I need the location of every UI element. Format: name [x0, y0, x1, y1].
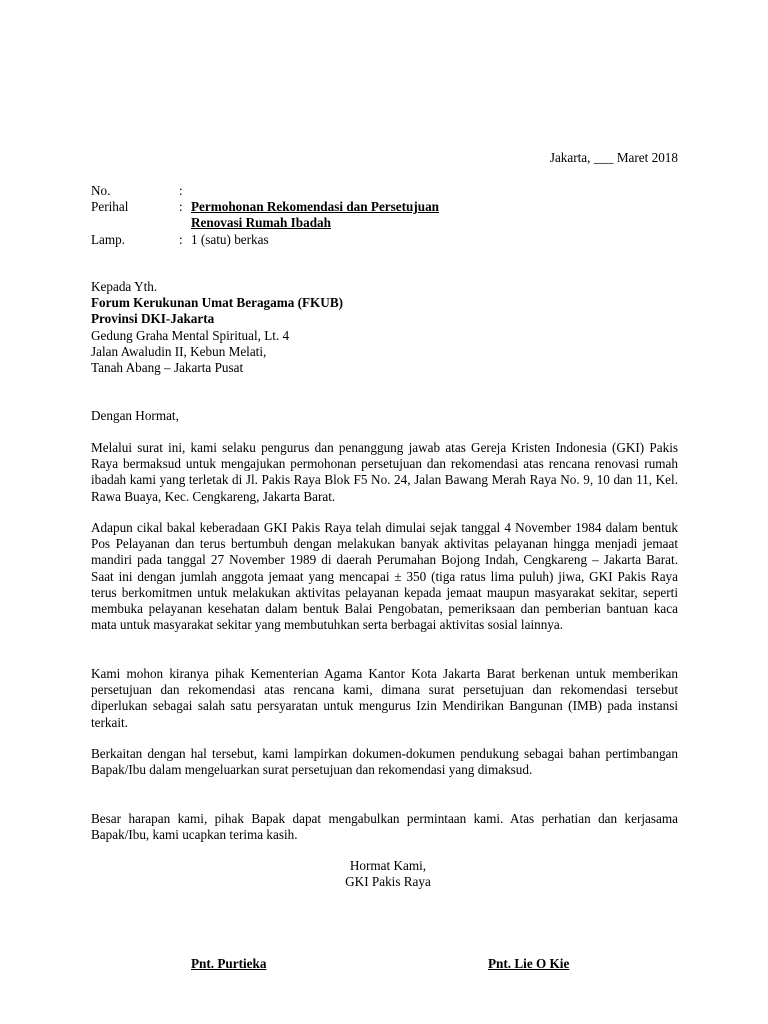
- closing-line2: GKI Pakis Raya: [345, 874, 431, 890]
- recipient-address-line3: Tanah Abang – Jakarta Pusat: [91, 360, 244, 376]
- paragraph-text: Besar harapan kami, pihak Bapak dapat mengabulkan permintaan kami. Atas perhatian dan kerjasama Bapak/Ibu, kami ucapkan terima kasih.: [91, 811, 678, 843]
- meta-lamp-value: 1 (satu) berkas: [191, 231, 269, 247]
- meta-row-no: [91, 183, 439, 199]
- meta-row-perihal-cont: [91, 215, 439, 231]
- paragraph-text: Melalui surat ini, kami selaku pengurus dan penanggung jawab atas Gereja Kristen Indonesia (GKI) Pakis Raya bermaksud untuk mengajukan permohonan persetujuan dan rekomendasi atas rencana renovasi rumah ibadah kami yang terletak di Jl. Pakis Raya Blok F5 No. 24, Jalan Bawang Merah Raya No. 9, 10 dan 11, Kel. Rawa Buaya, Kec. Cengkareng, Jakarta Barat.: [91, 440, 678, 504]
- meta-colon: :: [179, 183, 183, 198]
- body-paragraph-3: [91, 666, 678, 731]
- letter-date: Jakarta, ___ Maret 2018: [549, 150, 678, 165]
- body-paragraph-5: [91, 811, 678, 843]
- letter-meta: [91, 183, 439, 248]
- meta-colon: :: [179, 231, 183, 247]
- recipient-block: [91, 279, 343, 376]
- body-paragraph-2: [91, 520, 678, 633]
- closing-line1: Hormat Kami,: [349, 858, 427, 873]
- recipient-salutation: Kepada Yth.: [91, 279, 158, 294]
- recipient-address-line2: Jalan Awaludin II, Kebun Melati,: [91, 343, 267, 359]
- meta-lamp-label: Lamp.: [91, 231, 126, 247]
- body-paragraph-1: [91, 440, 678, 505]
- meta-no-label: No.: [91, 183, 111, 198]
- greeting: Dengan Hormat,: [91, 408, 179, 423]
- meta-perihal-label: Perihal: [91, 199, 129, 215]
- signatory-right: Pnt. Lie O Kie: [488, 956, 570, 971]
- meta-perihal-line2: Renovasi Rumah Ibadah: [191, 215, 331, 231]
- recipient-org: Forum Kerukunan Umat Beragama (FKUB): [91, 295, 344, 311]
- meta-row-perihal: [91, 199, 439, 215]
- recipient-province: Provinsi DKI-Jakarta: [91, 311, 215, 327]
- paragraph-text: Kami mohon kiranya pihak Kementerian Agama Kantor Kota Jakarta Barat berkenan untuk memberikan persetujuan dan rekomendasi atas rencana kami, dimana surat persetujuan dan rekomendasi tersebut diperlukan sebagai salah satu persyaratan untuk mengurus Izin Mendirikan Bangunan (IMB) pada instansi terkait.: [91, 666, 678, 730]
- meta-row-lamp: [91, 232, 439, 248]
- closing-block: [0, 858, 768, 890]
- paragraph-text: Adapun cikal bakal keberadaan GKI Pakis Raya telah dimulai sejak tanggal 4 November 1984 dalam bentuk Pos Pelayanan dan terus bertumbuh dengan melakukan banyak aktivitas pelayanan hingga menjadi jemaat mandiri pada tanggal 27 November 1989 di daerah Perumahan Bojong Indah, Cengkareng – Jakarta Barat. Saat ini dengan jumlah anggota jemaat yang mencapai ± 350 (tiga ratus lima puluh) jiwa, GKI Pakis Raya terus berkomitmen untuk melakukan aktivitas pelayanan kepada jemaat maupun masyarakat sekitar, seperti membuka pelayanan kesehatan dalam bentuk Balai Pengobatan, pemeriksaan dan pemberian bantuan kaca mata untuk masyarakat sekitar yang membutuhkan serta berbagai aktivitas sosial lainnya.: [91, 520, 678, 633]
- body-paragraph-4: [91, 746, 678, 778]
- meta-perihal-line1: Permohonan Rekomendasi dan Persetujuan: [191, 199, 440, 215]
- recipient-address-line1: Gedung Graha Mental Spiritual, Lt. 4: [91, 327, 290, 343]
- paragraph-text: Berkaitan dengan hal tersebut, kami lampirkan dokumen-dokumen pendukung sebagai bahan pertimbangan Bapak/Ibu dalam mengeluarkan surat persetujuan dan rekomendasi yang dimaksud.: [91, 746, 678, 778]
- meta-colon: :: [179, 199, 183, 215]
- signatory-left: Pnt. Purtieka: [191, 956, 267, 971]
